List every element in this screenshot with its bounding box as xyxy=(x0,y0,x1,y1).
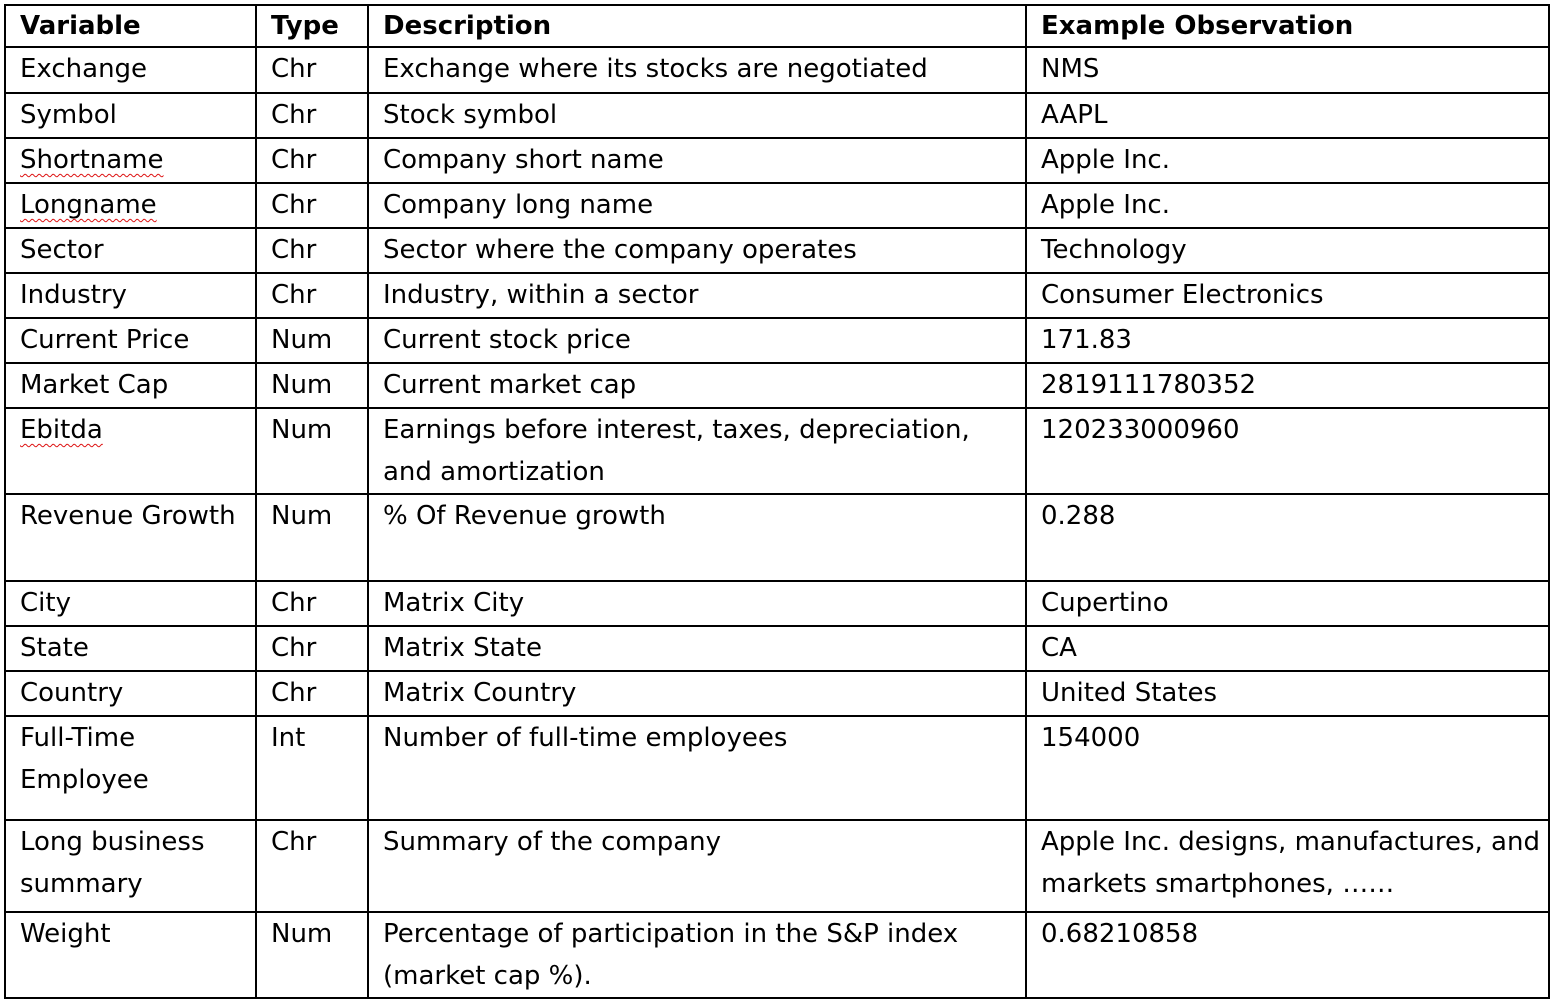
cell-type: Chr xyxy=(256,47,368,93)
cell-type: Chr xyxy=(256,626,368,671)
cell-variable: Industry xyxy=(5,273,256,318)
cell-variable: Symbol xyxy=(5,93,256,138)
cell-description: Matrix Country xyxy=(368,671,1026,716)
cell-description: Matrix State xyxy=(368,626,1026,671)
cell-variable: Revenue Growth xyxy=(5,494,256,581)
cell-example: Consumer Electronics xyxy=(1026,273,1549,318)
table-row xyxy=(5,408,1549,494)
cell-type: Int xyxy=(256,716,368,820)
cell-description: Sector where the company operates xyxy=(368,228,1026,273)
cell-variable xyxy=(5,183,256,228)
cell-variable xyxy=(5,138,256,183)
spellcheck-underlined-text: Ebitda xyxy=(20,415,103,445)
header-example: Example Observation xyxy=(1026,5,1549,47)
cell-type: Num xyxy=(256,912,368,998)
table-row xyxy=(5,93,1549,138)
cell-type: Chr xyxy=(256,138,368,183)
table-row xyxy=(5,138,1549,183)
cell-type: Chr xyxy=(256,581,368,626)
cell-example: 2819111780352 xyxy=(1026,363,1549,408)
spellcheck-underlined-text: Shortname xyxy=(20,145,164,175)
cell-type: Chr xyxy=(256,820,368,912)
cell-description: Earnings before interest, taxes, depreciation, and amortization xyxy=(368,408,1026,494)
cell-type: Num xyxy=(256,363,368,408)
cell-description: Company short name xyxy=(368,138,1026,183)
cell-description: Exchange where its stocks are negotiated xyxy=(368,47,1026,93)
cell-type: Chr xyxy=(256,93,368,138)
cell-variable: Full-Time Employee xyxy=(5,716,256,820)
cell-variable: Sector xyxy=(5,228,256,273)
cell-example: 171.83 xyxy=(1026,318,1549,363)
cell-variable: Market Cap xyxy=(5,363,256,408)
cell-description: Matrix City xyxy=(368,581,1026,626)
cell-example: 0.288 xyxy=(1026,494,1549,581)
cell-variable: Country xyxy=(5,671,256,716)
cell-description: Number of full-time employees xyxy=(368,716,1026,820)
table-row xyxy=(5,183,1549,228)
cell-variable: Long business summary xyxy=(5,820,256,912)
cell-example: Apple Inc. xyxy=(1026,138,1549,183)
cell-variable xyxy=(5,408,256,494)
table-row xyxy=(5,671,1549,716)
cell-example: 0.68210858 xyxy=(1026,912,1549,998)
table-row xyxy=(5,820,1549,912)
cell-variable: City xyxy=(5,581,256,626)
cell-description: Percentage of participation in the S&P index (market cap %). xyxy=(368,912,1026,998)
header-type: Type xyxy=(256,5,368,47)
table-row xyxy=(5,363,1549,408)
cell-example: Cupertino xyxy=(1026,581,1549,626)
cell-description: Current stock price xyxy=(368,318,1026,363)
table-row xyxy=(5,716,1549,820)
cell-example: AAPL xyxy=(1026,93,1549,138)
cell-type: Chr xyxy=(256,183,368,228)
cell-type: Chr xyxy=(256,671,368,716)
variables-table xyxy=(4,4,1550,999)
header-row xyxy=(5,5,1549,47)
cell-type: Chr xyxy=(256,228,368,273)
table-row xyxy=(5,912,1549,998)
cell-example: Apple Inc. designs, manufactures, and markets smartphones, …… xyxy=(1026,820,1549,912)
cell-example: Technology xyxy=(1026,228,1549,273)
header-description: Description xyxy=(368,5,1026,47)
cell-description: % Of Revenue growth xyxy=(368,494,1026,581)
cell-type: Chr xyxy=(256,273,368,318)
spellcheck-underlined-text: Longname xyxy=(20,190,157,220)
cell-type: Num xyxy=(256,318,368,363)
table-row xyxy=(5,273,1549,318)
cell-example: CA xyxy=(1026,626,1549,671)
cell-example: United States xyxy=(1026,671,1549,716)
cell-description: Industry, within a sector xyxy=(368,273,1026,318)
table-row xyxy=(5,228,1549,273)
cell-description: Current market cap xyxy=(368,363,1026,408)
cell-description: Company long name xyxy=(368,183,1026,228)
cell-example: Apple Inc. xyxy=(1026,183,1549,228)
table-row xyxy=(5,494,1549,581)
cell-variable: Weight xyxy=(5,912,256,998)
table-row xyxy=(5,318,1549,363)
cell-type: Num xyxy=(256,408,368,494)
cell-description: Stock symbol xyxy=(368,93,1026,138)
cell-variable: State xyxy=(5,626,256,671)
cell-example: 120233000960 xyxy=(1026,408,1549,494)
cell-example: 154000 xyxy=(1026,716,1549,820)
cell-variable: Exchange xyxy=(5,47,256,93)
table-row xyxy=(5,47,1549,93)
table-row xyxy=(5,581,1549,626)
table-row xyxy=(5,626,1549,671)
cell-type: Num xyxy=(256,494,368,581)
cell-example: NMS xyxy=(1026,47,1549,93)
header-variable: Variable xyxy=(5,5,256,47)
cell-description: Summary of the company xyxy=(368,820,1026,912)
cell-variable: Current Price xyxy=(5,318,256,363)
